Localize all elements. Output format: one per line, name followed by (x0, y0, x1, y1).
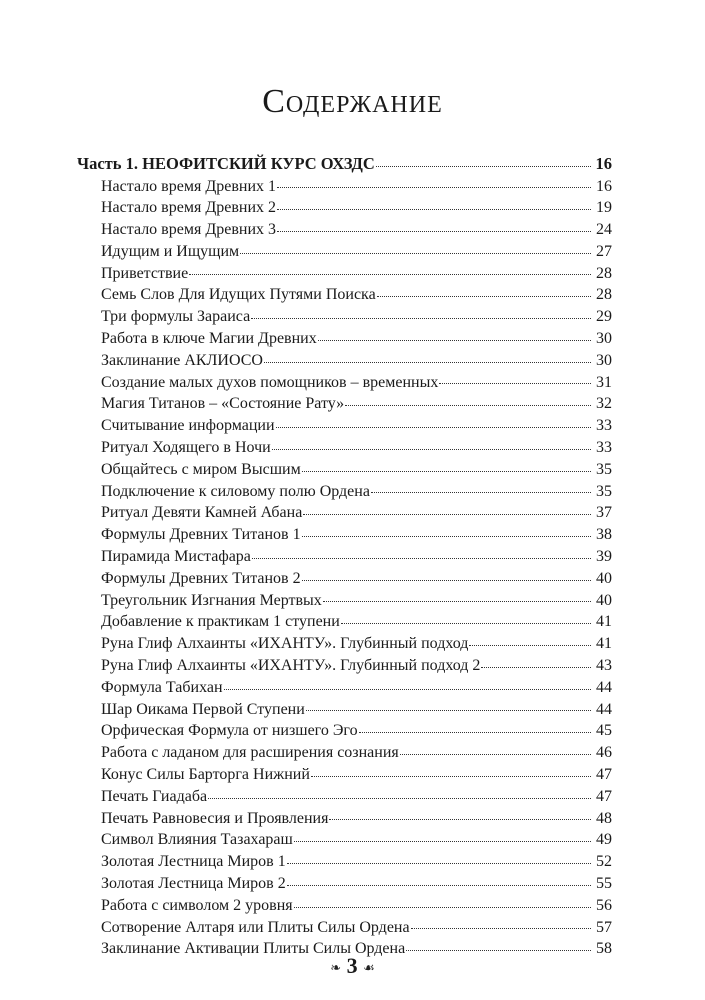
toc-entry-label: Шар Оикама Первой Ступени (101, 700, 305, 718)
toc-entry[interactable] (77, 764, 612, 786)
toc-entry[interactable] (77, 895, 612, 917)
toc-entry-label: Добавление к практикам 1 ступени (101, 613, 340, 631)
toc-leader-dots (341, 622, 591, 624)
toc-entry-label: Заклинание АКЛИОСО (101, 351, 263, 369)
toc-entry-label: Формулы Древних Титанов 2 (101, 569, 301, 587)
toc-entry-page: 29 (596, 308, 612, 326)
toc-entry-page: 47 (596, 766, 612, 784)
toc-entry-label: Настало время Древних 2 (101, 199, 277, 217)
page-title: Содержание (262, 83, 443, 120)
toc-entry-label: Общайтесь с миром Высшим (101, 460, 301, 478)
toc-entry[interactable] (77, 677, 612, 699)
toc-entry[interactable] (77, 263, 612, 285)
page-footer (0, 953, 705, 979)
toc-entry[interactable] (77, 546, 612, 568)
toc-entry-label: Руна Глиф Алхаинты «ИХАНТУ». Глубинный подход (101, 635, 469, 653)
toc-entry-label: Печать Равновесия и Проявления (101, 809, 329, 827)
toc-entry-label: Пирамида Мистафара (101, 548, 251, 566)
toc-entry-page: 56 (596, 896, 612, 914)
toc-entry-label: Золотая Лестница Миров 1 (101, 853, 286, 871)
toc-leader-dots (277, 208, 591, 210)
toc-entry-page: 28 (596, 286, 612, 304)
toc-leader-dots (371, 491, 591, 493)
page-number: 3 (346, 953, 358, 978)
toc-entry-page: 16 (596, 177, 612, 195)
toc-entry-page: 48 (596, 809, 612, 827)
toc-entry[interactable] (77, 502, 612, 524)
toc-entry-page: 32 (596, 395, 612, 413)
toc-leader-dots (411, 927, 591, 929)
toc-entry-label: Считывание информации (101, 417, 275, 435)
toc-leader-dots (287, 884, 591, 886)
toc-entry[interactable] (77, 611, 612, 633)
toc-entry[interactable] (77, 437, 612, 459)
toc-entry[interactable] (77, 284, 612, 306)
toc-entry-label: Конус Силы Барторга Нижний (101, 766, 310, 784)
toc-entry-page: 38 (596, 526, 612, 544)
toc-leader-dots (302, 579, 591, 581)
toc-entry-page: 39 (596, 548, 612, 566)
toc-entry-label: Подключение к силовому полю Ордена (101, 482, 370, 500)
toc-leader-dots (294, 906, 591, 908)
toc-entry[interactable] (77, 328, 612, 350)
toc-leader-dots (439, 382, 591, 384)
toc-entry-label: Заклинание Активации Плиты Силы Ордена (101, 940, 406, 958)
toc-entry-label: Ритуал Девяти Камней Абана (101, 504, 303, 522)
toc-entry-page: 47 (596, 787, 612, 805)
toc-entry-page: 57 (596, 918, 612, 936)
toc-entry-label: Настало время Древних 3 (101, 221, 277, 239)
toc-entry[interactable] (77, 306, 612, 328)
toc-leader-dots (251, 317, 591, 319)
toc-leader-dots (406, 949, 591, 951)
toc-entry-label: Треугольник Изгнания Мертвых (101, 591, 322, 609)
toc-entry-page: 30 (596, 330, 612, 348)
toc-entry[interactable] (77, 720, 612, 742)
toc-entry-page: 45 (596, 722, 612, 740)
toc-leader-dots (311, 775, 591, 777)
toc-leader-dots (469, 644, 591, 646)
toc-entry-page: 28 (596, 264, 612, 282)
table-of-contents (77, 153, 612, 960)
toc-entry-label: Идущим и Ищущим (101, 242, 240, 260)
toc-entry-page: 40 (596, 569, 612, 587)
toc-entry-page: 31 (596, 373, 612, 391)
toc-entry-label: Работа с символом 2 уровня (101, 896, 293, 914)
toc-entry[interactable] (77, 786, 612, 808)
toc-leader-dots (272, 448, 591, 450)
toc-entry-label: Формула Табихан (101, 678, 223, 696)
toc-entry-page: 55 (596, 875, 612, 892)
toc-entry[interactable] (77, 176, 612, 198)
toc-leader-dots (240, 252, 591, 254)
toc-leader-dots (208, 797, 591, 799)
toc-leader-dots (481, 666, 591, 668)
toc-leader-dots (400, 753, 591, 755)
toc-entry[interactable] (77, 219, 612, 241)
toc-leader-dots (303, 513, 591, 515)
toc-entry-label: Приветствие (101, 264, 189, 282)
toc-entry-page: 41 (596, 635, 612, 653)
toc-entry-label: Орфическая Формула от низшего Эго (101, 722, 358, 740)
toc-entry-page: 30 (596, 351, 612, 369)
toc-entry-label: Символ Влияния Тазахараш (101, 831, 293, 849)
toc-leader-dots (376, 165, 591, 167)
toc-entry[interactable] (77, 568, 612, 590)
toc-leader-dots (377, 295, 591, 297)
toc-entry-page: 35 (596, 482, 612, 500)
toc-entry-label: Настало время Древних 1 (101, 177, 277, 195)
toc-entry-page: 44 (596, 678, 612, 696)
toc-part-label: Часть 1. НЕОФИТСКИЙ КУРС ОХЗДС (77, 154, 375, 173)
toc-entry-label: Работа с ладаном для расширения сознания (101, 744, 399, 762)
toc-leader-dots (359, 731, 591, 733)
toc-entry-page: 33 (596, 439, 612, 457)
toc-entry-page: 52 (596, 853, 612, 871)
toc-entry[interactable] (77, 917, 612, 939)
toc-part-row[interactable] (77, 153, 612, 176)
toc-entry[interactable] (77, 742, 612, 764)
toc-entry[interactable] (77, 393, 612, 415)
toc-entry[interactable] (77, 808, 612, 830)
left-ornament-icon: ❧ (330, 959, 342, 975)
toc-entry[interactable] (77, 633, 612, 655)
toc-entry-page: 58 (596, 940, 612, 958)
toc-entry[interactable] (77, 415, 612, 437)
toc-entry-page: 37 (596, 504, 612, 522)
toc-entry-label: Магия Титанов – «Состояние Рату» (101, 395, 345, 413)
toc-entry-label: Семь Слов Для Идущих Путями Поиска (101, 286, 376, 304)
toc-leader-dots (294, 840, 591, 842)
toc-entry-page: 33 (596, 417, 612, 435)
toc-entry[interactable] (77, 524, 612, 546)
toc-entry[interactable] (77, 350, 612, 372)
toc-entry-label: Формулы Древних Титанов 1 (101, 526, 301, 544)
toc-entry-page: 41 (596, 613, 612, 631)
toc-leader-dots (302, 470, 591, 472)
toc-leader-dots (277, 186, 591, 188)
toc-entry[interactable] (77, 873, 612, 895)
toc-entry[interactable] (77, 481, 612, 503)
toc-entry[interactable] (77, 590, 612, 612)
toc-leader-dots (323, 600, 591, 602)
toc-entry-label: Работа в ключе Магии Древних (101, 330, 317, 348)
toc-leader-dots (287, 862, 591, 864)
toc-entry[interactable] (77, 197, 612, 219)
toc-entry-page: 35 (596, 460, 612, 478)
toc-leader-dots (252, 557, 591, 559)
toc-entry[interactable] (77, 655, 612, 677)
toc-entry-label: Руна Глиф Алхаинты «ИХАНТУ». Глубинный подход 2 (101, 657, 481, 675)
toc-entry[interactable] (77, 829, 612, 851)
toc-entry-page: 40 (596, 591, 612, 609)
toc-entry[interactable] (77, 851, 612, 873)
toc-entry-page: 46 (596, 744, 612, 762)
toc-entry-label: Ритуал Ходящего в Ночи (101, 439, 271, 457)
toc-part-page: 16 (595, 154, 612, 173)
toc-leader-dots (318, 339, 591, 341)
toc-leader-dots (306, 709, 591, 711)
toc-entry-label: Печать Гиадаба (101, 787, 208, 805)
toc-leader-dots (224, 688, 591, 690)
toc-entry[interactable] (77, 459, 612, 481)
toc-entry-page: 19 (596, 199, 612, 217)
toc-leader-dots (264, 361, 591, 363)
toc-leader-dots (302, 535, 591, 537)
toc-entry[interactable] (77, 241, 612, 263)
toc-entry[interactable] (77, 699, 612, 721)
toc-leader-dots (189, 273, 591, 275)
toc-entry-label: Три формулы Зараиса (101, 308, 251, 326)
toc-leader-dots (329, 818, 591, 820)
toc-entry-label: Сотворение Алтаря или Плиты Силы Ордена (101, 918, 410, 936)
toc-leader-dots (345, 404, 591, 406)
toc-entry-page: 44 (596, 700, 612, 718)
toc-leader-dots (277, 230, 591, 232)
toc-entries (77, 176, 612, 961)
toc-entry-label: Золотая Лестница Миров 2 (101, 875, 286, 892)
toc-entry[interactable] (77, 372, 612, 394)
toc-entry-page: 49 (596, 831, 612, 849)
toc-entry-page: 27 (596, 242, 612, 260)
toc-leader-dots (276, 426, 591, 428)
toc-entry-page: 43 (596, 657, 612, 675)
toc-entry-page: 24 (596, 221, 612, 239)
right-ornament-icon: ☙ (363, 959, 375, 975)
toc-entry-label: Создание малых духов помощников – временных (101, 373, 439, 391)
